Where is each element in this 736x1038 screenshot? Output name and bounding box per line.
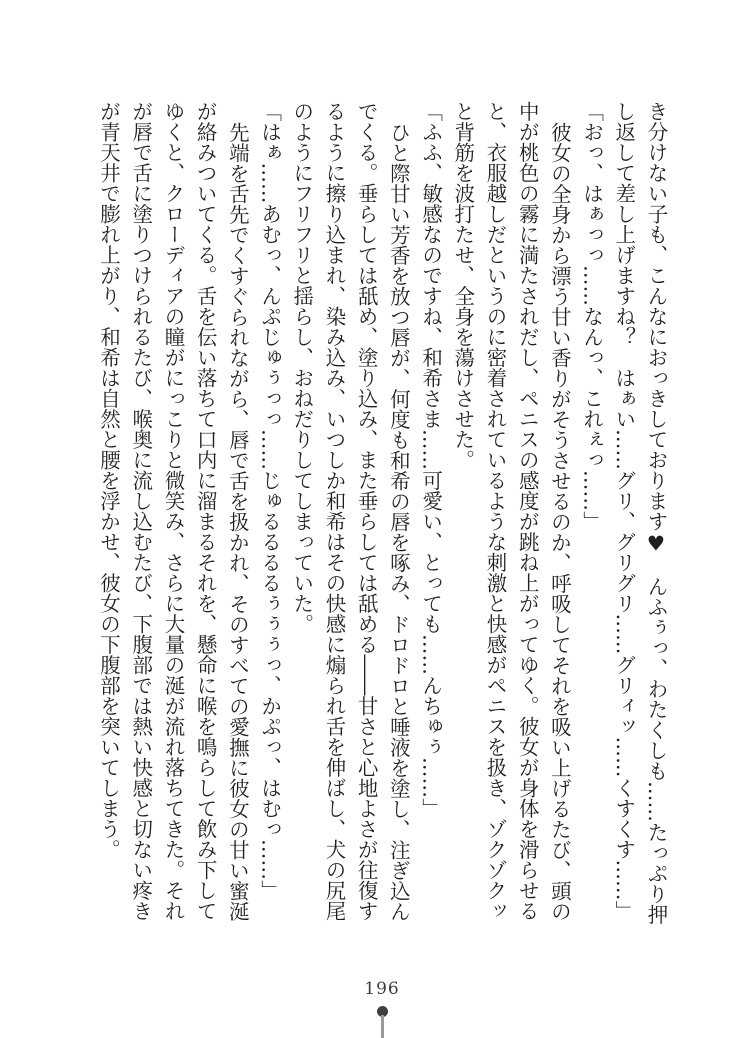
text-line: 中が桃色の霧に満たされだし、ペニスの感度が跳ね上がってゆく。彼女が身体を滑らせる — [515, 101, 540, 921]
text-line: し返して差し上げますね？ はぁい……グリ、グリグリ……グリィッ……くすくす……」 — [611, 101, 636, 921]
ornament-dot-icon — [377, 1006, 388, 1017]
text-line: 彼女の全身から漂う甘い香りがそうさせるのか、呼吸してそれを吸い上げるたび、頭の — [547, 121, 572, 921]
text-line: 「ふふ、敏感なのですね、和希さま……可愛い、とっても……んちゅぅ……」 — [418, 101, 443, 819]
text-line: 先端を舌先でくすぐられながら、唇で舌を扱かれ、そのすべての愛撫に彼女の甘い蜜涎 — [225, 121, 250, 921]
text-line: ひと際甘い芳香を放つ唇が、何度も和希の唇を啄み、ドロドロと唾液を塗し、注ぎ込ん — [386, 121, 411, 921]
text-line: でくる。垂らしては舐め、塗り込み、また垂らしては舐める――甘さと心地よさが往復す — [354, 101, 379, 921]
text-line: のようにフリフリと揺らし、おねだりしてしまっていた。 — [289, 101, 314, 634]
text-line: 「はぁ……あむっ、んぷじゅぅっっ……じゅるるるるぅぅぅっ、かぷっ、はむっ……」 — [257, 101, 282, 901]
text-line: と背筋を波打たせ、全身を蕩けさせた。 — [450, 101, 475, 470]
page-number: 196 — [364, 979, 400, 999]
text-line: き分けない子も、こんなにおっきしております♥ んふぅっ、わたくしも……たっぷり押 — [644, 101, 668, 925]
ornament-tail-line — [381, 1015, 384, 1038]
text-line: が青天井で膨れ上がり、和希は自然と腰を浮かせ、彼女の下腹部を突いてしまう。 — [96, 101, 121, 860]
text-line: るように擦り込まれ、染み込み、いつしか和希はその快感に煽られ舌を伸ばし、犬の尻尾 — [321, 101, 346, 921]
text-line: ゆくと、クローディアの瞳がにっこりと微笑み、さらに大量の涎が流れ落ちてきた。それ — [160, 101, 185, 921]
text-line: が唇で舌に塗りつけられるたび、喉奥に流し込むたび、下腹部では熱い快感と切ない疼き — [128, 101, 153, 921]
text-line: と、衣服越しだというのに密着されているような刺激と快感がペニスを扱き、ゾクゾクッ — [482, 101, 507, 921]
text-block — [92, 101, 672, 929]
text-line: が絡みついてくる。舌を伝い落ちて口内に溜まるそれを、懸命に喉を鳴らして飲み下して — [193, 101, 218, 921]
text-line: 「おっ、はぁっっ……なんっ、これぇっ……」 — [579, 101, 604, 532]
